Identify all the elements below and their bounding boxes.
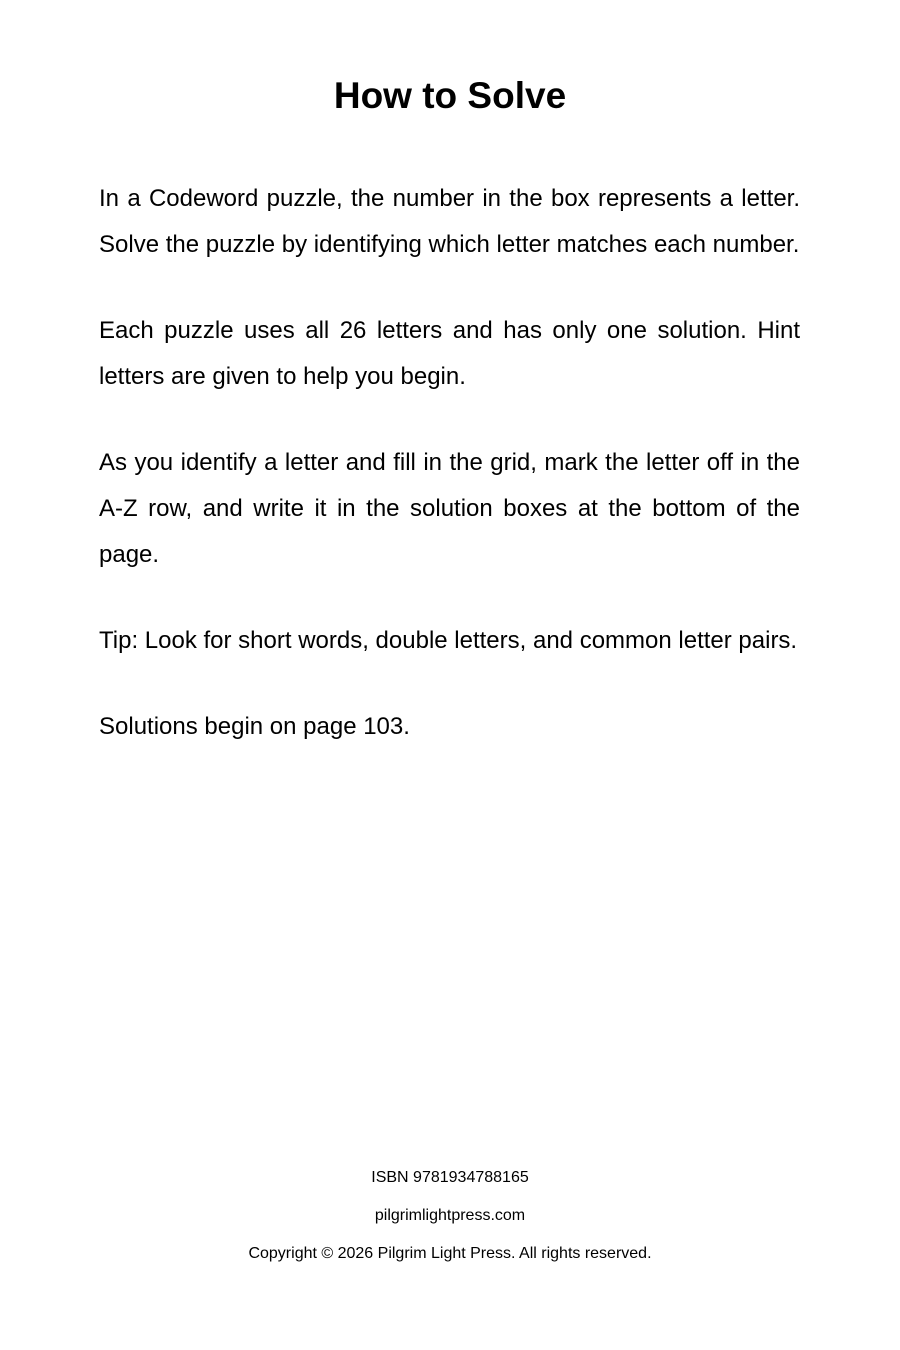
page-title: How to Solve — [333, 75, 567, 116]
method-paragraph: As you identify a letter and fill in the grid, mark the letter off in the A-Z row, and write it in the solution boxes at the bottom of the page. — [99, 449, 800, 568]
solutions-paragraph: Solutions begin on page 103. — [99, 713, 410, 740]
tip-paragraph: Tip: Look for short words, double letters, and common letter pairs. — [99, 627, 798, 654]
website-text: pilgrimlightpress.com — [374, 1207, 526, 1224]
instructions-body — [99, 176, 800, 790]
intro-paragraph: In a Codeword puzzle, the number in the box represents a letter. Solve the puzzle by identifying which letter matches each number. — [99, 185, 800, 258]
copyright-text: Copyright © 2026 Pilgrim Light Press. All rights reserved. — [248, 1245, 652, 1262]
isbn-text: ISBN 9781934788165 — [371, 1169, 529, 1186]
rules-paragraph: Each puzzle uses all 26 letters and has only one solution. Hint letters are given to help you begin. — [99, 317, 800, 390]
page-footer — [0, 1168, 900, 1282]
